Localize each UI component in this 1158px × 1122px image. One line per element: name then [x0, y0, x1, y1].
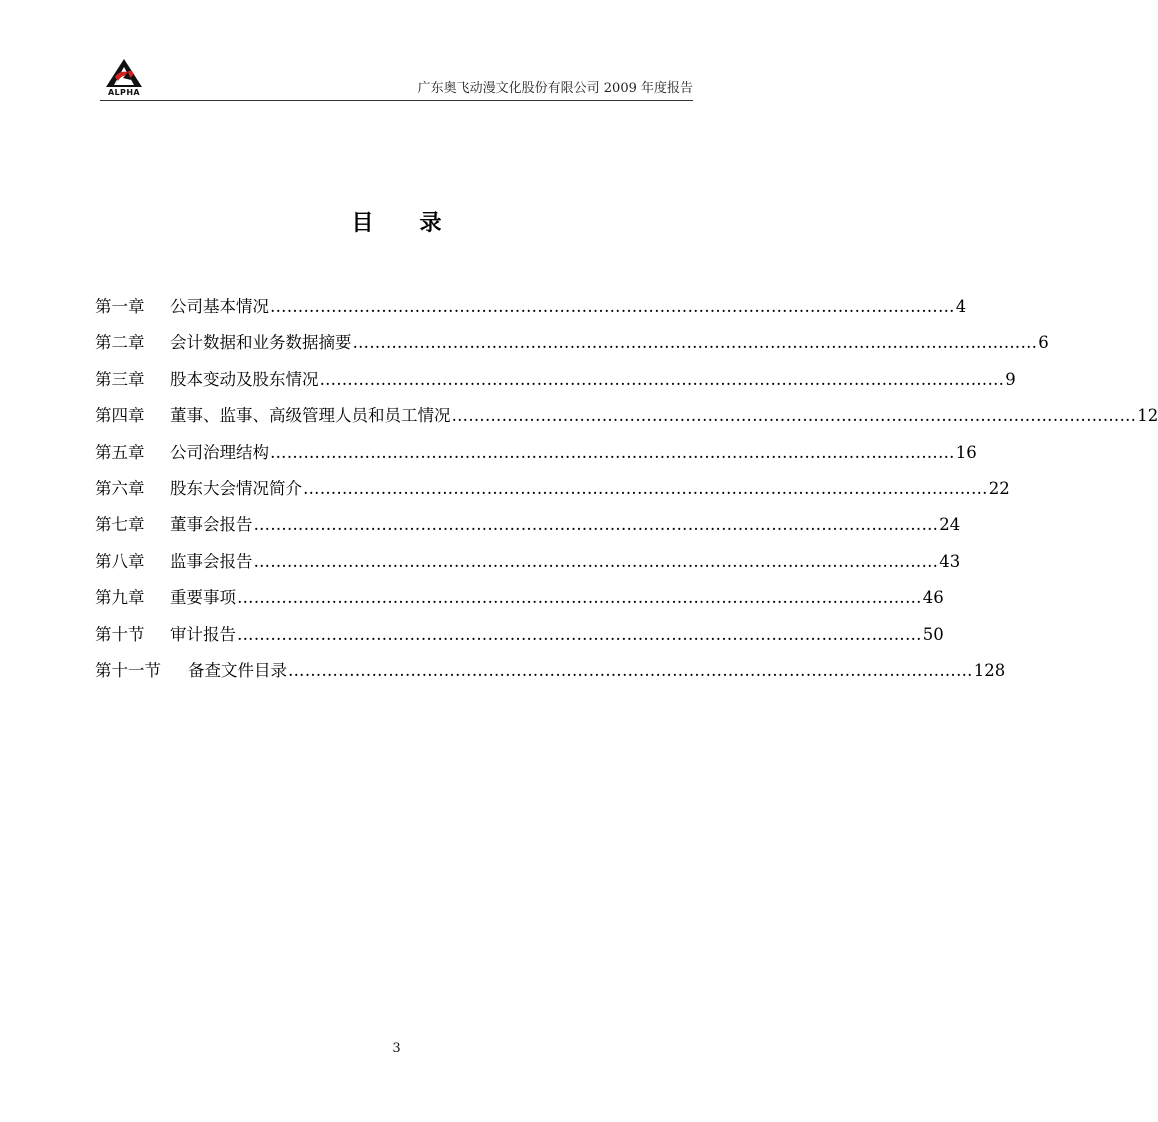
toc-dot-leader: …………………………………………………………………………………………………………… [253, 551, 939, 571]
toc-chapter-label: 第三章 [95, 369, 145, 389]
toc-chapter-label: 第六章 [95, 478, 145, 498]
report-header-title: 广东奥飞动漫文化股份有限公司 2009 年度报告 [417, 81, 693, 96]
toc-dot-leader: …………………………………………………………………………………………………………… [270, 297, 955, 316]
toc-entry[interactable] [95, 621, 944, 657]
toc-dot-leader: …………………………………………………………………………………………………………… [237, 624, 922, 644]
toc-page-number: 16 [955, 442, 977, 462]
toc-page-number: 46 [922, 588, 944, 608]
toc-entry[interactable] [95, 657, 1006, 693]
toc-dot-leader: …………………………………………………………………………………………………………… [288, 660, 973, 680]
toc-dot-leader: …………………………………………………………………………………………………………… [303, 478, 988, 498]
toc-title: 目 录 [351, 210, 442, 236]
toc-entry[interactable] [95, 439, 977, 475]
logo-wordmark: ALPHA [107, 88, 141, 97]
page-number: 3 [392, 1041, 401, 1056]
company-logo [104, 58, 144, 100]
toc-section-title: 监事会报告 [170, 551, 253, 571]
toc-chapter-label: 第一章 [95, 297, 145, 316]
toc-chapter-label: 第十节 [95, 624, 145, 644]
toc-entry[interactable] [95, 329, 1049, 365]
toc-section-title: 股本变动及股东情况 [170, 369, 319, 389]
toc-entry[interactable] [95, 402, 1158, 438]
toc-dot-leader: …………………………………………………………………………………………………………… [352, 333, 1038, 353]
toc-dot-leader: …………………………………………………………………………………………………………… [237, 588, 922, 608]
toc-page-number: 24 [939, 515, 961, 535]
toc-entry[interactable] [95, 584, 944, 620]
toc-page-number: 22 [988, 478, 1010, 498]
toc-entry[interactable] [95, 511, 961, 547]
toc-page-number: 12 [1137, 406, 1158, 426]
toc-chapter-label: 第八章 [95, 551, 145, 571]
toc-page-number: 6 [1038, 333, 1049, 353]
toc-page-number: 43 [939, 551, 961, 571]
toc-chapter-label: 第四章 [95, 406, 145, 426]
toc-dot-leader: …………………………………………………………………………………………………………… [319, 369, 1005, 389]
toc-section-title: 会计数据和业务数据摘要 [170, 333, 352, 353]
toc-entry[interactable] [95, 548, 961, 584]
toc-chapter-label: 第五章 [95, 442, 145, 462]
toc-entry[interactable] [95, 475, 1010, 511]
toc-section-title: 股东大会情况简介 [170, 478, 302, 498]
toc-page-number: 9 [1005, 369, 1016, 389]
toc-section-title: 董事、监事、高级管理人员和员工情况 [170, 406, 451, 426]
toc-section-title: 重要事项 [170, 588, 236, 608]
header-divider [100, 100, 693, 101]
toc-entry[interactable] [95, 293, 967, 329]
toc-section-title: 公司治理结构 [170, 442, 269, 462]
toc-section-title: 董事会报告 [170, 515, 253, 535]
toc-page-number: 50 [922, 624, 944, 644]
table-of-contents [95, 293, 1158, 693]
toc-section-title: 备查文件目录 [188, 660, 287, 680]
toc-chapter-label: 第七章 [95, 515, 145, 535]
alpha-logo-icon [104, 58, 144, 88]
toc-section-title: 公司基本情况 [170, 297, 269, 316]
toc-section-title: 审计报告 [170, 624, 236, 644]
toc-chapter-label: 第十一节 [95, 660, 161, 680]
toc-chapter-label: 第九章 [95, 588, 145, 608]
toc-page-number: 128 [973, 660, 1006, 680]
toc-dot-leader: …………………………………………………………………………………………………………… [270, 442, 955, 462]
toc-page-number: 4 [955, 297, 967, 316]
toc-chapter-label: 第二章 [95, 333, 145, 353]
toc-dot-leader: …………………………………………………………………………………………………………… [253, 515, 939, 535]
toc-dot-leader: …………………………………………………………………………………………………………… [451, 406, 1137, 426]
toc-entry[interactable] [95, 366, 1016, 402]
